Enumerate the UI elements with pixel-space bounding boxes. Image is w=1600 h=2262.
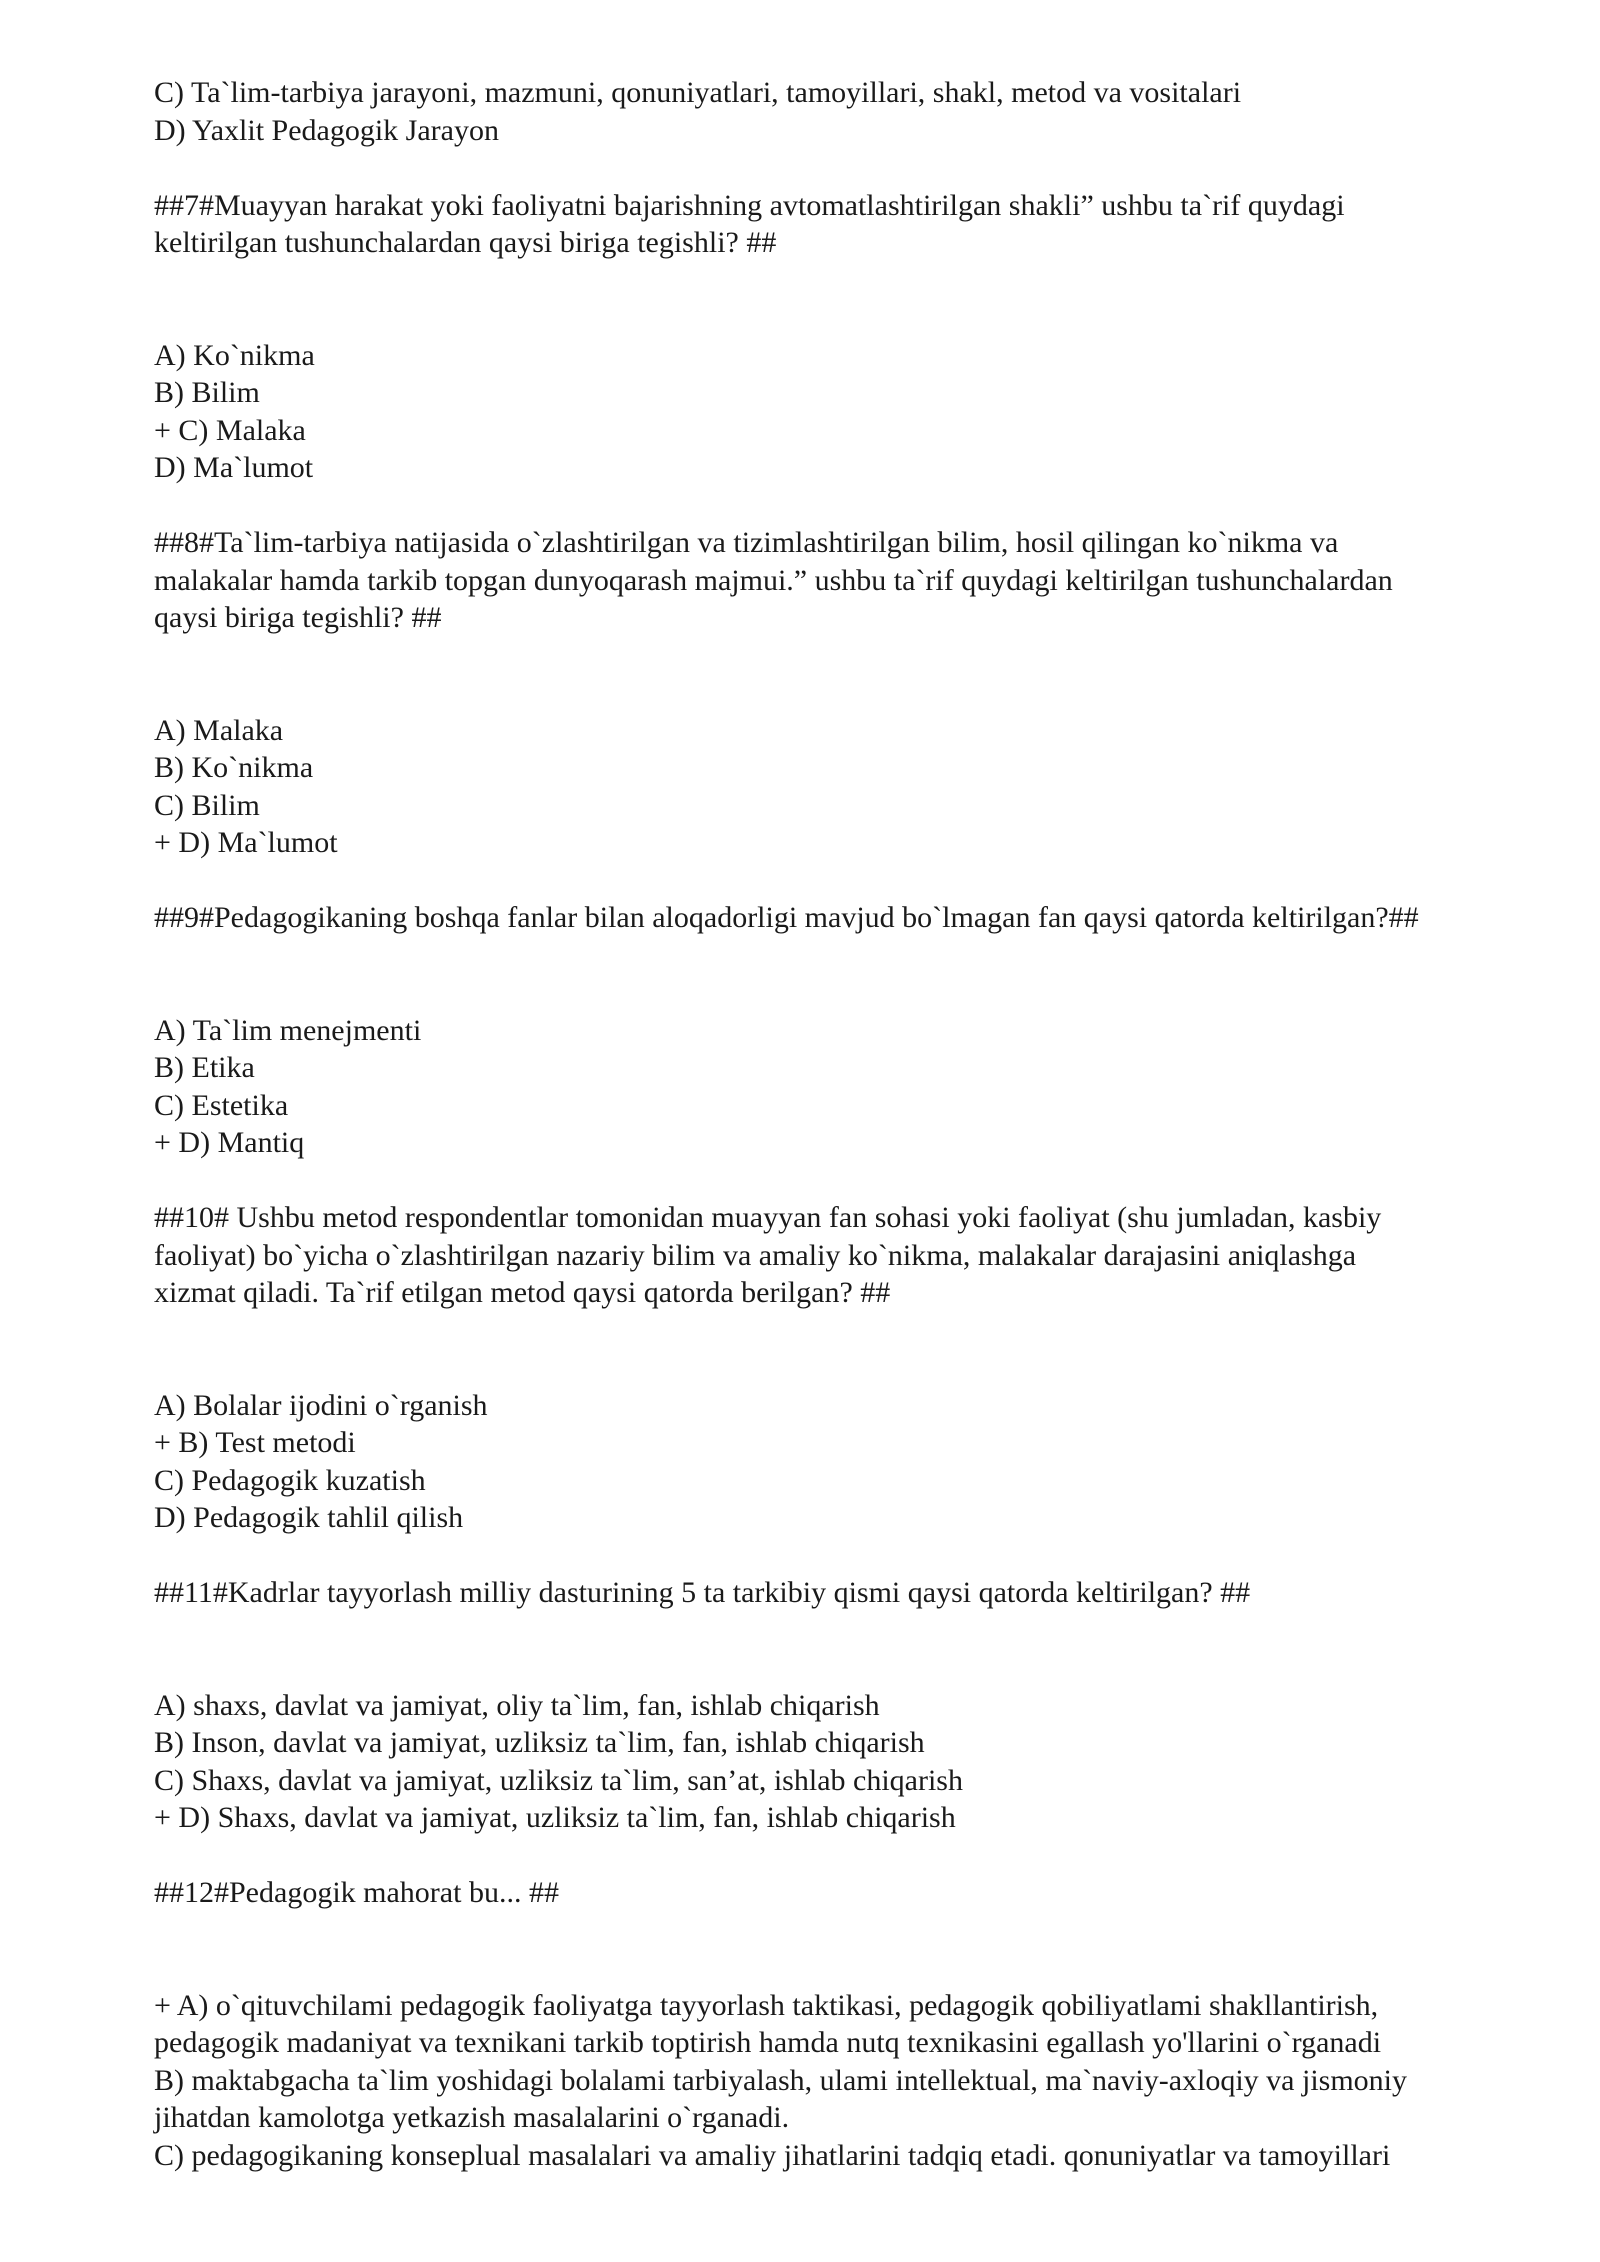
question-text: faoliyat) bo`yicha o`zlashtirilgan nazariy bilim va amaliy ko`nikma, malakalar darajasini aniqlashga [154, 1238, 1357, 1272]
option-b-correct: + B) Test metodi [154, 1426, 356, 1459]
option-c: C) Shaxs, davlat va jamiyat, uzliksiz ta`lim, san’at, ishlab chiqarish [154, 1763, 963, 1797]
question-text: ##9#Pedagogikaning boshqa fanlar bilan aloqadorligi mavjud bo`lmagan fan qaysi qatorda keltirilgan?## [154, 901, 1419, 934]
option-a-continued: pedagogik madaniyat va texnikani tarkib toptirish hamda nutq texnikasini egallash yo'llarini o`rganadi [154, 2026, 1382, 2059]
option-c: C) Pedagogik kuzatish [154, 1463, 426, 1497]
question-text: ##7#Muayyan harakat yoki faoliyatni bajarishning avtomatlashtirilgan shakli” ushbu ta`rif quydagi [154, 188, 1345, 222]
question-8 [154, 524, 1534, 862]
question-9 [154, 899, 1534, 1162]
option-d-correct: + D) Ma`lumot [154, 826, 338, 859]
option-b: B) maktabgacha ta`lim yoshidagi bolalami tarbiyalash, ulami intellektual, ma`naviy-axloqiy va jismoniy [154, 2063, 1408, 2097]
question-7 [154, 187, 1534, 487]
question-text: xizmat qiladi. Ta`rif etilgan metod qaysi qatorda berilgan? ## [154, 1276, 891, 1309]
option-c: C) pedagogikaning konseplual masalalari va amaliy jihatlarini tadqiq etadi. qonuniyatlar va tamoyillari [154, 2138, 1391, 2172]
option-c-correct: + C) Malaka [154, 413, 306, 447]
option-d: D) Pedagogik tahlil qilish [154, 1501, 464, 1534]
option-d: D) Ma`lumot [154, 451, 314, 484]
option-c: C) Ta`lim-tarbiya jarayoni, mazmuni, qonuniyatlari, tamoyillari, shakl, metod va vositalari [154, 76, 1242, 109]
option-c: C) Bilim [154, 788, 260, 822]
previous-question-options [154, 74, 1534, 149]
option-b: B) Inson, davlat va jamiyat, uzliksiz ta`lim, fan, ishlab chiqarish [154, 1726, 925, 1759]
question-text: qaysi biriga tegishli? ## [154, 601, 442, 634]
question-10 [154, 1199, 1534, 1537]
option-a: A) Ko`nikma [154, 338, 315, 372]
option-b: B) Etika [154, 1051, 255, 1084]
document-page [154, 74, 1534, 2174]
option-b-continued: jihatdan kamolotga yetkazish masalalarini o`rganadi. [154, 2101, 790, 2134]
question-12 [154, 1874, 1534, 2174]
option-d: D) Yaxlit Pedagogik Jarayon [154, 113, 499, 147]
option-d-correct: + D) Shaxs, davlat va jamiyat, uzliksiz ta`lim, fan, ishlab chiqarish [154, 1801, 956, 1834]
option-c: C) Estetika [154, 1088, 289, 1122]
option-b: B) Bilim [154, 376, 260, 409]
option-a-correct: + A) o`qituvchilami pedagogik faoliyatga tayyorlash taktikasi, pedagogik qobiliyatlami shakllantirish, [154, 1988, 1379, 2022]
option-d-correct: + D) Mantiq [154, 1126, 305, 1159]
question-text: malakalar hamda tarkib topgan dunyoqarash majmui.” ushbu ta`rif quydagi keltirilgan tushunchalardan [154, 563, 1393, 597]
option-a: A) Ta`lim menejmenti [154, 1013, 422, 1047]
option-a: A) Bolalar ijodini o`rganish [154, 1388, 488, 1422]
option-b: B) Ko`nikma [154, 751, 314, 784]
question-text: ##8#Ta`lim-tarbiya natijasida o`zlashtirilgan va tizimlashtirilgan bilim, hosil qilingan ko`nikma va [154, 526, 1339, 559]
question-text: ##11#Kadrlar tayyorlash milliy dasturining 5 ta tarkibiy qismi qaysi qatorda keltirilgan? ## [154, 1576, 1251, 1609]
question-text: ##10# Ushbu metod respondentlar tomonidan muayyan fan sohasi yoki faoliyat (shu jumladan, kasbiy [154, 1201, 1382, 1234]
question-text: keltirilgan tushunchalardan qaysi biriga tegishli? ## [154, 226, 777, 259]
question-11 [154, 1574, 1534, 1837]
option-a: A) Malaka [154, 713, 284, 747]
question-text: ##12#Pedagogik mahorat bu... ## [154, 1876, 559, 1909]
option-a: A) shaxs, davlat va jamiyat, oliy ta`lim, fan, ishlab chiqarish [154, 1688, 880, 1722]
